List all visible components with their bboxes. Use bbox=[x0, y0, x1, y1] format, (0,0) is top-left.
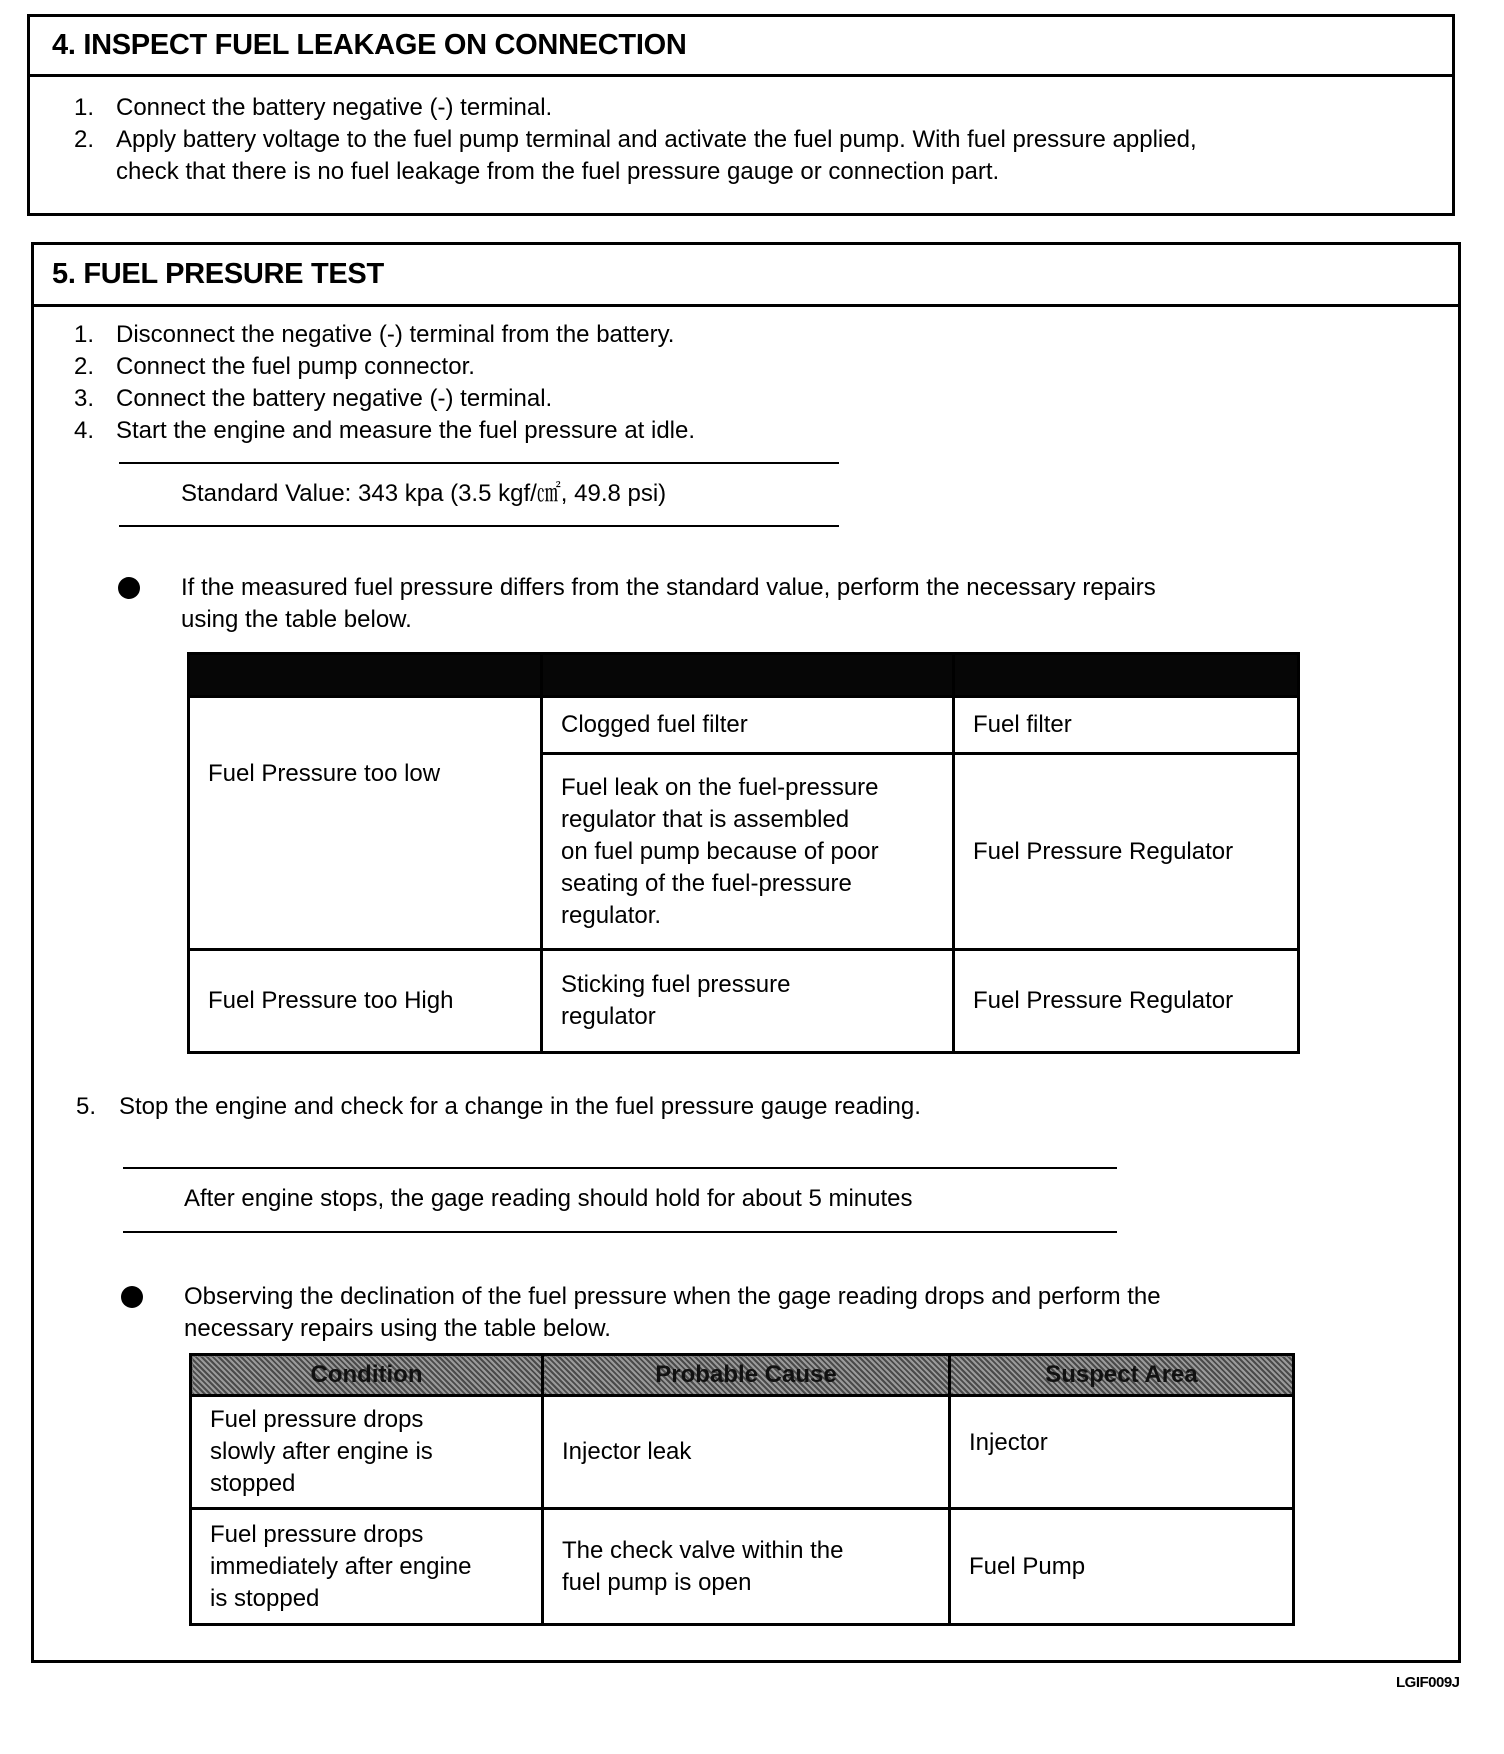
figure-code: LGIF009J bbox=[1396, 1674, 1460, 1691]
area-cell: Fuel Pressure Regulator bbox=[954, 754, 1299, 950]
condition-line: Fuel pressure drops bbox=[210, 1520, 424, 1548]
section-5-title: 5. FUEL PRESURE TEST bbox=[52, 258, 384, 290]
table-row bbox=[191, 1396, 1294, 1509]
table-header-row bbox=[189, 654, 1299, 697]
header-suspect-area: Suspect Area bbox=[950, 1355, 1294, 1396]
fuel-pressure-repair-table bbox=[187, 652, 1300, 1054]
step-number: 1. bbox=[74, 94, 95, 121]
header-suspect-area bbox=[954, 654, 1299, 697]
cause-line: fuel pump is open bbox=[562, 1568, 752, 1596]
condition-line: immediately after engine bbox=[210, 1552, 472, 1580]
bullet-text-continued: necessary repairs using the table below. bbox=[184, 1315, 611, 1342]
step-number: 1. bbox=[74, 321, 95, 348]
step-number: 3. bbox=[74, 385, 95, 412]
area-text: Injector bbox=[969, 1429, 1048, 1456]
step-text-continued: check that there is no fuel leakage from the fuel pressure gauge or connection part. bbox=[116, 158, 1000, 185]
condition-text: Fuel Pressure too low bbox=[208, 760, 441, 787]
cause-line: on fuel pump because of poor bbox=[561, 837, 879, 865]
cause-line: Fuel leak on the fuel-pressure bbox=[561, 773, 879, 801]
step-text: Apply battery voltage to the fuel pump terminal and activate the fuel pump. With fuel pressure applied, bbox=[116, 126, 1197, 153]
spec-rule-top bbox=[119, 462, 839, 464]
cause-cell bbox=[542, 950, 954, 1053]
bullet-text: If the measured fuel pressure differs from the standard value, perform the necessary repairs bbox=[181, 574, 1156, 601]
area-cell: Fuel Pressure Regulator bbox=[954, 950, 1299, 1053]
pressure-drop-repair-table bbox=[189, 1353, 1295, 1626]
condition-cell: Fuel Pressure too High bbox=[189, 950, 542, 1053]
step-text: Disconnect the negative (-) terminal from the battery. bbox=[116, 321, 675, 348]
area-cell: Fuel Pump bbox=[950, 1509, 1294, 1625]
step-text: Connect the battery negative (-) terminal. bbox=[116, 385, 553, 412]
bullet-text-continued: using the table below. bbox=[181, 606, 412, 633]
cause-line: Sticking fuel pressure bbox=[561, 971, 791, 998]
condition-line: Fuel pressure drops bbox=[210, 1406, 424, 1433]
bullet-icon bbox=[118, 577, 140, 599]
bullet-text: Observing the declination of the fuel pressure when the gage reading drops and perform the bbox=[184, 1283, 1161, 1310]
table-row bbox=[189, 950, 1299, 1053]
cause-line: The check valve within the bbox=[562, 1536, 844, 1564]
cause-line: seating of the fuel-pressure bbox=[561, 869, 852, 897]
section-4-title: 4. INSPECT FUEL LEAKAGE ON CONNECTION bbox=[52, 29, 687, 61]
condition-line: stopped bbox=[210, 1470, 296, 1497]
step-text: Connect the battery negative (-) terminal. bbox=[116, 94, 553, 121]
condition-line: is stopped bbox=[210, 1584, 320, 1612]
table-header-row bbox=[191, 1355, 1294, 1396]
cause-line: regulator bbox=[561, 1003, 656, 1030]
hold-note: After engine stops, the gage reading should hold for about 5 minutes bbox=[184, 1185, 913, 1212]
header-condition bbox=[189, 654, 542, 697]
cause-cell: Clogged fuel filter bbox=[542, 697, 954, 754]
step-number: 2. bbox=[74, 353, 95, 380]
step-text: Start the engine and measure the fuel pressure at idle. bbox=[116, 417, 696, 444]
bullet-icon bbox=[121, 1286, 143, 1308]
cause-line: Injector leak bbox=[562, 1438, 692, 1465]
step-text: Connect the fuel pump connector. bbox=[116, 353, 475, 380]
step-number: 5. bbox=[76, 1093, 97, 1120]
condition-line: slowly after engine is bbox=[210, 1438, 433, 1465]
cause-cell bbox=[542, 754, 954, 950]
area-cell: Fuel filter bbox=[954, 697, 1299, 754]
standard-value: Standard Value: 343 kpa (3.5 kgf/㎠, 49.8 psi) bbox=[181, 480, 667, 507]
step-text: Stop the engine and check for a change in the fuel pressure gauge reading. bbox=[119, 1093, 921, 1120]
table-row bbox=[189, 697, 1299, 754]
cause-cell bbox=[543, 1396, 950, 1509]
header-probable-cause bbox=[542, 654, 954, 697]
note-rule-top bbox=[123, 1167, 1117, 1169]
step-number: 2. bbox=[74, 126, 95, 153]
table-row bbox=[191, 1509, 1294, 1625]
header-probable-cause: Probable Cause bbox=[543, 1355, 950, 1396]
condition-cell bbox=[191, 1509, 543, 1625]
area-cell bbox=[950, 1396, 1294, 1509]
cause-line: regulator that is assembled bbox=[561, 805, 850, 833]
header-condition: Condition bbox=[191, 1355, 543, 1396]
cause-cell bbox=[543, 1509, 950, 1625]
cause-line: regulator. bbox=[561, 901, 662, 929]
condition-cell bbox=[189, 697, 542, 950]
condition-cell bbox=[191, 1396, 543, 1509]
note-rule-bottom bbox=[123, 1231, 1117, 1233]
spec-rule-bottom bbox=[119, 525, 839, 527]
step-number: 4. bbox=[74, 417, 95, 444]
